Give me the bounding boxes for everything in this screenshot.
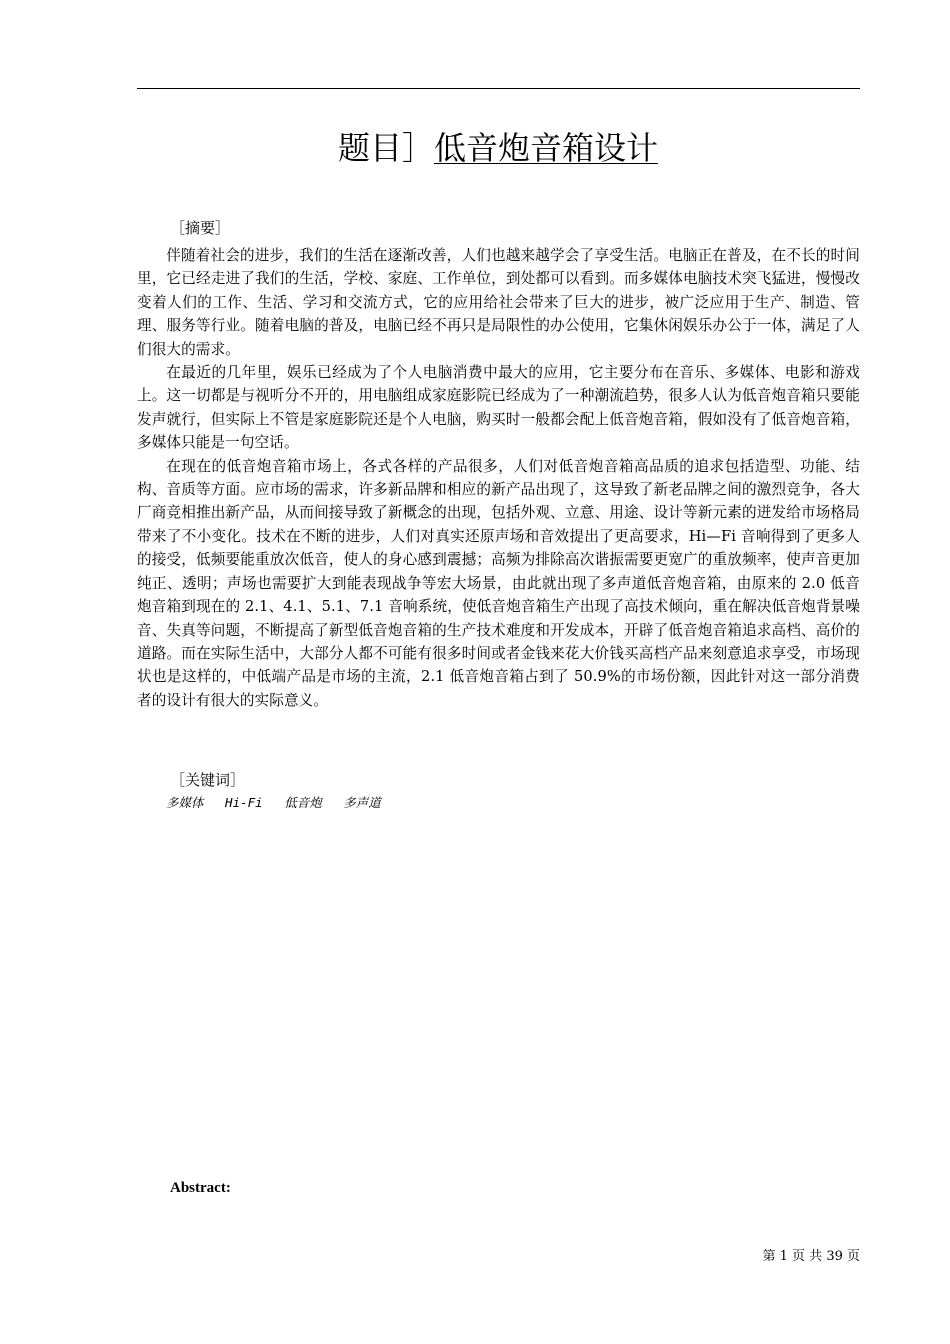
title-prefix: 题目］: [337, 129, 434, 167]
abstract-paragraph-2: 在最近的几年里，娱乐已经成为了个人电脑消费中最大的应用，它主要分布在音乐、多媒体、电影和游戏上。这一切都是与视听分不开的，用电脑组成家庭影院已经成为了一种潮流趋势，很多人认为低音炮音箱只要能发声就行，但实际上不管是家庭影院还是个人电脑，购买时一般都会配上低音炮音箱，假如没有了低音炮音箱，多媒体只能是一句空话。: [137, 364, 860, 452]
keywords-list: [166, 794, 395, 812]
title-main: 低音炮音箱设计: [434, 129, 659, 167]
keywords-heading: ［关键词］: [170, 771, 246, 789]
keyword: 低音炮: [284, 795, 322, 810]
abstract-paragraph-1: 伴随着社会的进步，我们的生活在逐渐改善，人们也越来越学会了享受生活。电脑正在普及，在不长的时间里，它已经走进了我们的生活，学校、家庭、工作单位，到处都可以看到。而多媒体电脑技术突飞猛进，慢慢改变着人们的工作、生活、学习和交流方式，它的应用给社会带来了巨大的进步，被广泛应用于生产、制造、管理、服务等行业。随着电脑的普及，电脑已经不再只是局限性的办公使用，它集休闲娱乐办公于一体，满足了人们很大的需求。: [137, 247, 860, 358]
document-title: [0, 126, 950, 170]
abstract-body: [137, 244, 860, 712]
abstract-heading: ［摘要］: [170, 219, 231, 237]
keyword: Hi-Fi: [225, 795, 263, 810]
abstract-en-heading: Abstract:: [170, 1180, 231, 1196]
keyword: 多声道: [343, 795, 381, 810]
abstract-paragraph-3: 在现在的低音炮音箱市场上，各式各样的产品很多，人们对低音炮音箱高品质的追求包括造型、功能、结构、音质等方面。应市场的需求，许多新品牌和相应的新产品出现了，这导致了新老品牌之间的激烈竞争，各大厂商竞相推出新产品，从而间接导致了新概念的出现，包括外观、立意、用途、设计等新元素的迸发给市场格局带来了不小变化。技术在不断的进步，人们对真实还原声场和音效提出了更高要求，Hi—Fi 音响得到了更多人的接受，低频要能重放次低音，使人的身心感到震撼；高频为排除高次谐振需要更宽广的重放频率，使声音更加纯正、透明；声场也需要扩大到能表现战争等宏大场景，由此就出现了多声道低音炮音箱，由原来的 2.0 低音炮音箱到现在的 2.1、4.1、5.1、7.1 音响系统，使低音炮音箱生产出现了高技术倾向，重在解决低音炮背景噪音、失真等问题，不断提高了新型低音炮音箱的生产技术难度和开发成本，开辟了低音炮音箱追求高档、高价的道路。而在实际生活中，大部分人都不可能有很多时间或者金钱来花大价钱买高档产品来刻意追求享受，市场现状也是这样的，中低端产品是市场的主流，2.1 低音炮音箱占到了 50.9%的市场份额，因此针对这一部分消费者的设计有很大的实际意义。: [137, 457, 860, 709]
page-number: 第 1 页 共 39 页: [762, 1249, 860, 1264]
keyword: 多媒体: [166, 795, 204, 810]
header-rule: [137, 88, 860, 89]
